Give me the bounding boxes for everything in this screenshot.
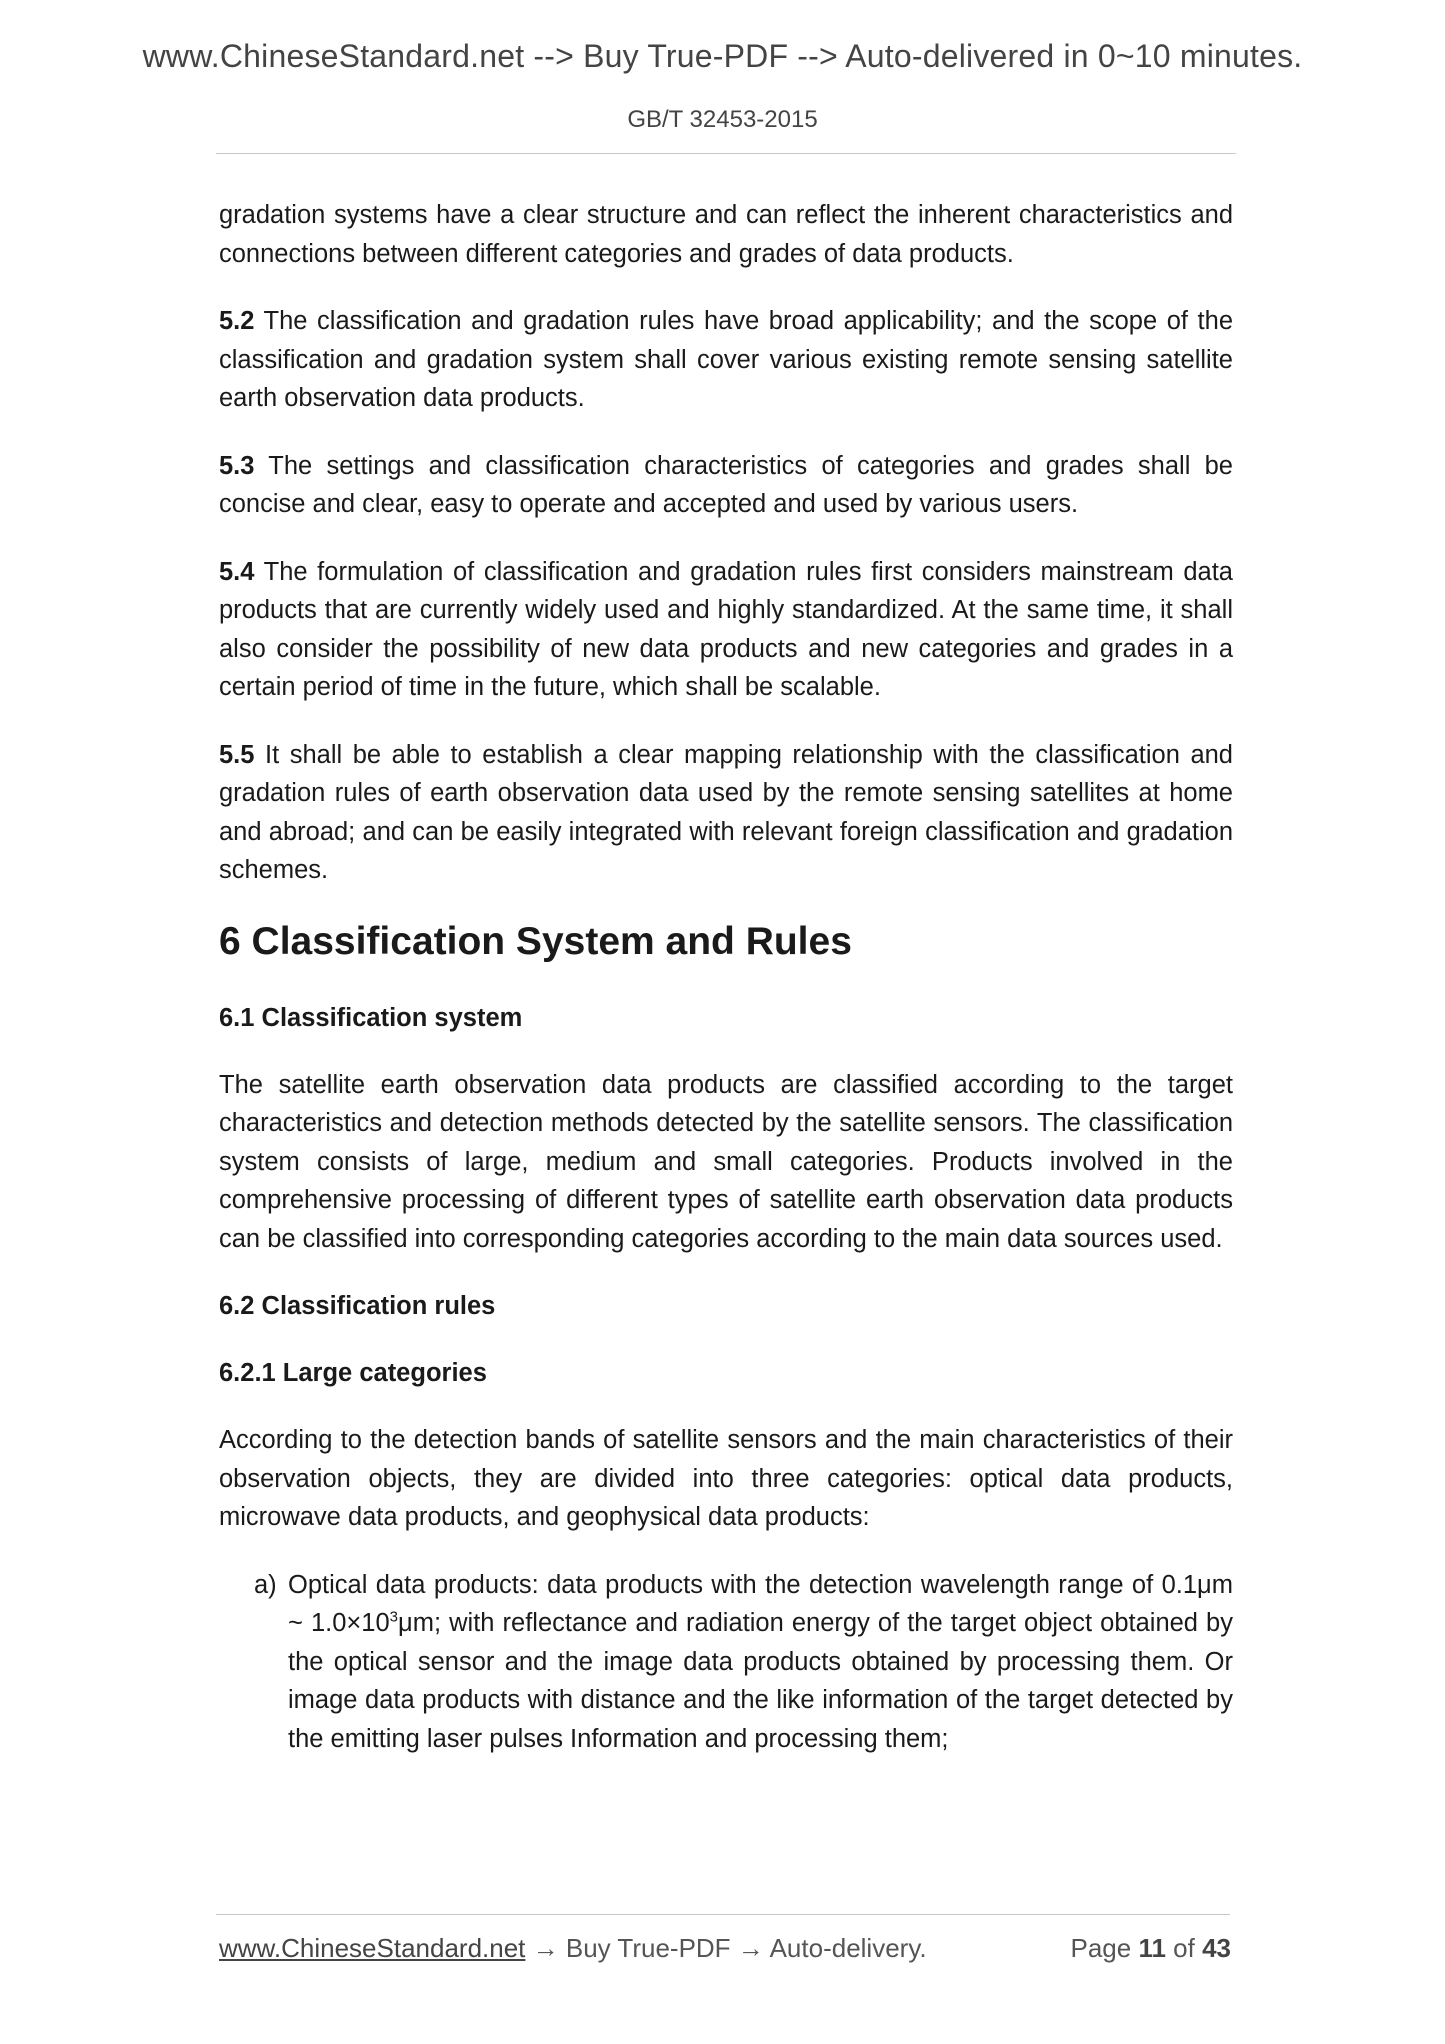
current-page: 11	[1138, 1933, 1166, 1963]
paragraph-6-1: The satellite earth observation data products are classified according to the target characteristics and detection methods detected by the satellite sensors. The classification system consists of large, medium and small categories. Products involved in the comprehensive processing of different types of satellite earth observation data products can be classified into corresponding categories according to the main data sources used.	[219, 1070, 1233, 1253]
superscript: 3	[389, 1608, 399, 1626]
arrow-right-icon: →	[730, 1933, 770, 1963]
page-label: Page	[1070, 1933, 1139, 1963]
clause-number: 5.5	[219, 740, 255, 769]
clause-5-5	[219, 736, 1233, 890]
section-6-heading: 6 Classification System and Rules	[219, 919, 852, 963]
footer-delivery-text: Auto-delivery.	[769, 1933, 927, 1963]
section-6-1-heading: 6.1 Classification system	[219, 1003, 523, 1032]
clause-number: 5.2	[219, 307, 255, 335]
of-label: of	[1165, 1933, 1203, 1963]
clause-number: 5.4	[219, 557, 255, 586]
clause-text: The settings and classification characteristics of categories and grades shall be concise and clear, easy to operate and accepted and used by various users.	[219, 451, 1233, 518]
total-pages: 43	[1202, 1933, 1231, 1963]
clause-5-2	[219, 302, 1233, 418]
clause-5-3	[219, 447, 1233, 524]
list-text-part1: Optical data products: data products with the detection wavelength range of 0.1μm ~ 1.0×10	[288, 1570, 1233, 1637]
standard-id: GB/T 32453-2015	[627, 106, 818, 133]
clause-text: The formulation of classification and gradation rules first considers mainstream data products that are currently widely used and highly standardized. At the same time, it shall also consider the possibility of new data products and new categories and grades in a certain period of time in the future, which shall be scalable.	[219, 557, 1233, 701]
page-number	[1070, 1933, 1231, 1964]
footer-site-link[interactable]: www.ChineseStandard.net	[219, 1933, 526, 1963]
list-text-part2: μm; with reflectance and radiation energy of the target object obtained by the optical sensor and the image data products obtained by processing them. Or image data products with distance and the like information of the target detected by the emitting laser pulses Information and processing them;	[288, 1609, 1233, 1753]
list-label: a)	[254, 1570, 277, 1599]
clause-text: The classification and gradation rules have broad applicability; and the scope of the classification and gradation system shall cover various existing remote sensing satellite earth observation data products.	[219, 307, 1233, 412]
paragraph-intro: gradation systems have a clear structure and can reflect the inherent characteristics and connections between different categories and grades of data products.	[219, 201, 1233, 268]
header-divider	[216, 153, 1236, 154]
footer-left	[219, 1933, 927, 1964]
clause-5-4	[219, 553, 1233, 707]
paragraph-6-2-1: According to the detection bands of satellite sensors and the main characteristics of their observation objects, they are divided into three categories: optical data products, microwave data products, and geophysical data products:	[219, 1426, 1233, 1531]
section-6-2-1-heading: 6.2.1 Large categories	[219, 1359, 487, 1387]
arrow-right-icon: →	[525, 1933, 566, 1963]
list-item-a	[254, 1566, 1233, 1759]
clause-number: 5.3	[219, 451, 255, 480]
clause-text: It shall be able to establish a clear mapping relationship with the classification and gradation rules of earth observation data used by the remote sensing satellites at home and abroad; and can be easily integrated with relevant foreign classification and gradation schemes.	[219, 740, 1233, 884]
footer-divider	[216, 1914, 1230, 1915]
footer-buy-text: Buy True-PDF	[565, 1933, 731, 1963]
header-banner: www.ChineseStandard.net --> Buy True-PDF --> Auto-delivered in 0~10 minutes.	[142, 38, 1303, 74]
document-body	[219, 196, 1233, 1787]
section-6-2-heading: 6.2 Classification rules	[219, 1292, 496, 1320]
